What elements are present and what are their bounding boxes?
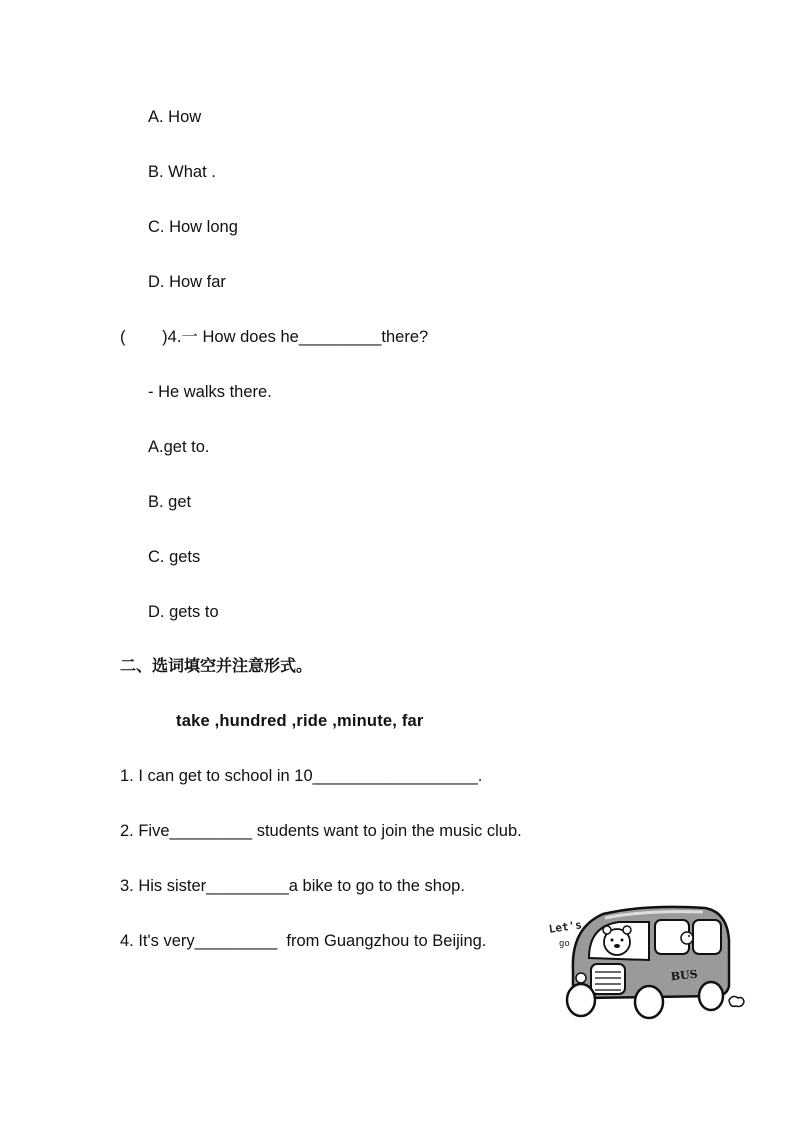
- q3-option-d: D. How far: [148, 273, 226, 291]
- exhaust-cloud: [729, 996, 744, 1006]
- q4-option-a: A.get to.: [148, 438, 210, 456]
- fill-item-2: 2. Five_________ students want to join the music club.: [120, 822, 522, 840]
- word-bank: take ,hundred ,ride ,minute, far: [176, 712, 424, 730]
- rear-wheel: [699, 982, 723, 1010]
- lets-go-sign-2: go: [559, 939, 570, 949]
- bus-illustration: [545, 900, 745, 1022]
- q4-question: ( )4.一 How does he_________there?: [120, 328, 429, 346]
- q3-option-c: C. How long: [148, 218, 238, 236]
- q3-option-a: A. How: [148, 108, 202, 126]
- bus-label: BUS: [670, 967, 699, 984]
- q4-option-d: D. gets to: [148, 603, 219, 621]
- fill-item-4: 4. It's very_________ from Guangzhou to Beijing.: [120, 932, 487, 950]
- fill-item-3: 3. His sister_________a bike to go to the shop.: [120, 877, 465, 895]
- fill-item-1: 1. I can get to school in 10__________________.: [120, 767, 483, 785]
- q3-option-b: B. What .: [148, 163, 216, 181]
- front-wheel: [567, 984, 595, 1016]
- q4-option-b: B. get: [148, 493, 192, 511]
- section-2-heading: 二、选词填空并注意形式。: [120, 656, 313, 675]
- q4-answer: - He walks there.: [148, 383, 272, 401]
- q4-option-c: C. gets: [148, 548, 201, 566]
- lets-go-sign: Let's: [547, 918, 583, 936]
- middle-wheel: [635, 986, 663, 1018]
